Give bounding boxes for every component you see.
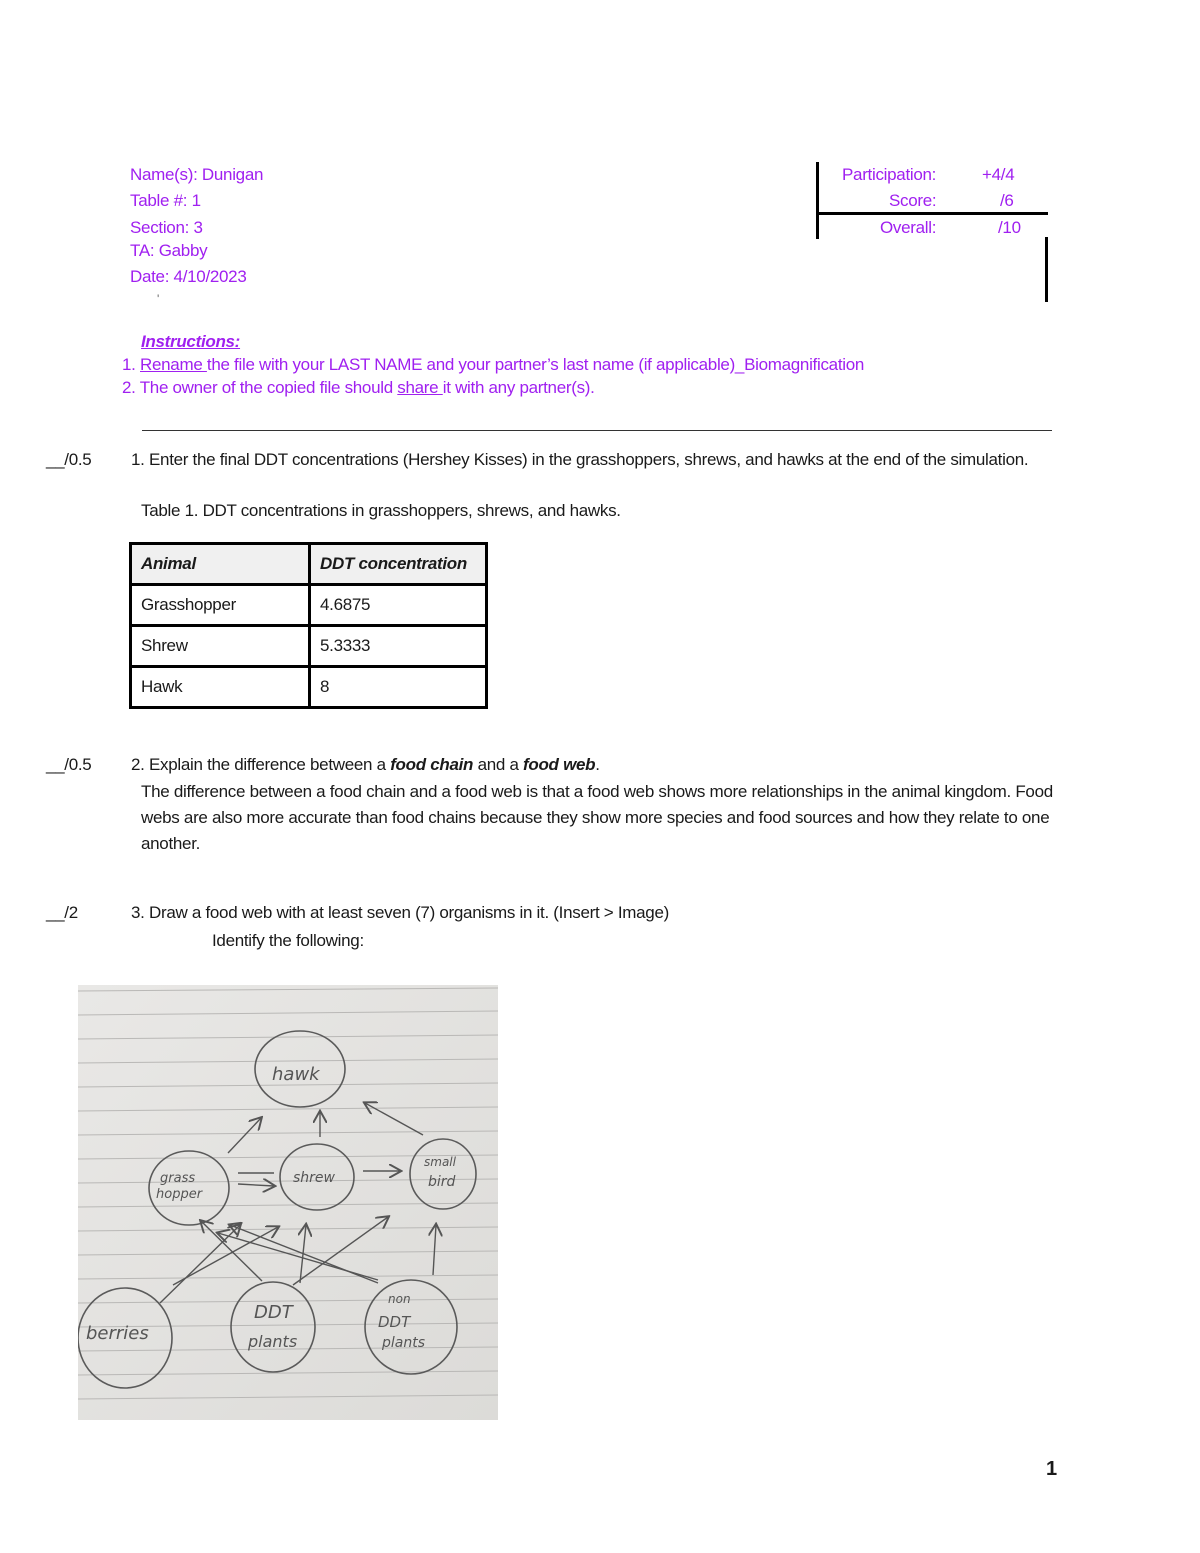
- animal-cell[interactable]: Grasshopper: [131, 585, 310, 626]
- q2-prompt: [131, 755, 600, 775]
- berries-label: berries: [86, 1323, 149, 1344]
- non-ddt-plants-label-line-1: non: [388, 1292, 411, 1306]
- q2-points: __/0.5: [46, 755, 92, 774]
- table-caption: Table 1. DDT concentrations in grasshoppers, shrews, and hawks.: [141, 501, 621, 520]
- instruction-1-text: the file with your LAST NAME and your partner’s last name (if applicable)_Biomagnification: [206, 355, 865, 374]
- overall-label: Overall:: [880, 218, 937, 237]
- non-ddt-plants-label-line-3: plants: [382, 1335, 426, 1351]
- q2-answer-line-2[interactable]: webs are also more accurate than food chains because they show more species and food sources and how they relate to one: [141, 808, 1050, 827]
- header-ddt-concentration: DDT concentration: [310, 544, 487, 585]
- small-bird-label-line-2: bird: [428, 1174, 456, 1190]
- q1-points: __/0.5: [46, 450, 92, 469]
- q3-points: __/2: [46, 903, 78, 922]
- food-web-drawing-photo[interactable]: [78, 985, 498, 1420]
- score-box-right-border: [1045, 237, 1048, 302]
- animal-cell[interactable]: Shrew: [131, 626, 310, 667]
- date-field: Date: 4/10/2023: [130, 267, 247, 286]
- grasshopper-label-line-1: grass: [160, 1171, 196, 1186]
- q2-answer-line-1[interactable]: The difference between a food chain and a food web is that a food web shows more relationships in the animal kingdom. Food: [141, 782, 1053, 801]
- animal-cell[interactable]: Hawk: [131, 667, 310, 708]
- small-bird-label-line-1: small: [424, 1155, 456, 1169]
- participation-value: +4/4: [982, 165, 1015, 184]
- q2-text-pre: 2. Explain the difference between a: [131, 755, 391, 774]
- instruction-2-number: 2.: [122, 378, 136, 397]
- header-animal: Animal: [131, 544, 310, 585]
- ddt-plants-label-line-1: DDT: [254, 1302, 293, 1323]
- participation-label: Participation:: [842, 165, 937, 184]
- table-row: [131, 667, 487, 708]
- ta-field: TA: Gabby: [130, 241, 208, 260]
- food-web-drawing: [78, 985, 498, 1420]
- rename-link[interactable]: Rename: [140, 355, 207, 374]
- shrew-label: shrew: [293, 1170, 335, 1186]
- table-header-row: [131, 544, 487, 585]
- ddt-value-cell[interactable]: 4.6875: [310, 585, 487, 626]
- ddt-table: [129, 542, 488, 709]
- instruction-2-pre: The owner of the copied file should: [139, 378, 398, 397]
- q2-answer-line-3[interactable]: another.: [141, 834, 201, 853]
- table-number-field: Table #: 1: [130, 191, 201, 210]
- page-number: 1: [1046, 1458, 1058, 1480]
- q2-text-post: .: [595, 755, 600, 774]
- score-box-left-border: [816, 162, 819, 239]
- section-divider: [142, 430, 1052, 431]
- q3-prompt: 3. Draw a food web with at least seven (7) organisms in it. (Insert > Image): [131, 903, 669, 922]
- ddt-value-cell[interactable]: 8: [310, 667, 487, 708]
- overall-value: /10: [998, 218, 1021, 237]
- table-row: [131, 626, 487, 667]
- section-field: Section: 3: [130, 218, 203, 237]
- q1-prompt: 1. Enter the final DDT concentrations (Hershey Kisses) in the grasshoppers, shrews, and hawks at the end of the simulation.: [131, 450, 1029, 469]
- grasshopper-label-line-2: hopper: [156, 1187, 203, 1202]
- stray-tick-mark: ': [157, 292, 160, 306]
- instructions-title: Instructions:: [141, 332, 241, 351]
- q3-subprompt: Identify the following:: [212, 931, 364, 950]
- instruction-1-number: 1.: [122, 355, 136, 374]
- score-value: /6: [1000, 191, 1014, 210]
- non-ddt-plants-label-line-2: DDT: [378, 1313, 411, 1331]
- score-box-divider: [816, 212, 1048, 215]
- instruction-item-2: [122, 378, 595, 398]
- table-row: [131, 585, 487, 626]
- ddt-plants-label-line-2: plants: [248, 1332, 298, 1351]
- names-field: Name(s): Dunigan: [130, 165, 264, 184]
- q2-term-food-web: food web: [523, 755, 596, 774]
- score-label: Score:: [889, 191, 937, 210]
- q2-text-mid: and a: [473, 755, 524, 774]
- q2-term-food-chain: food chain: [390, 755, 474, 774]
- instruction-item-1: [122, 355, 864, 375]
- share-link[interactable]: share: [397, 378, 443, 397]
- ddt-value-cell[interactable]: 5.3333: [310, 626, 487, 667]
- hawk-label: hawk: [272, 1064, 320, 1085]
- instruction-2-post: it with any partner(s).: [442, 378, 595, 397]
